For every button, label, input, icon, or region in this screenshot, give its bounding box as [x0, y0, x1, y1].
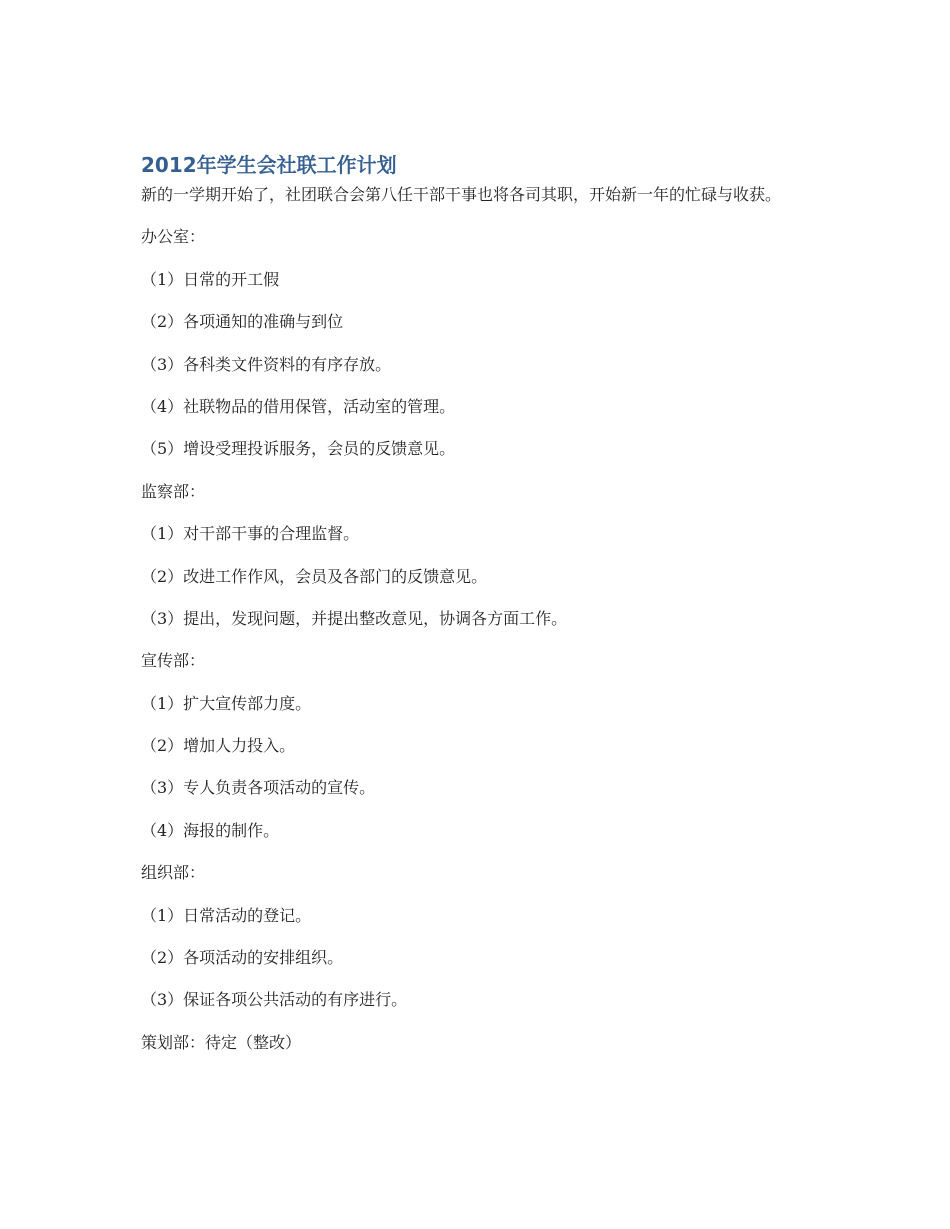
list-item: （5）增设受理投诉服务，会员的反馈意见。: [141, 439, 456, 459]
list-item: （1）日常的开工假: [141, 269, 280, 289]
section-heading-organization: 组织部：: [141, 863, 206, 883]
list-item: （1）日常活动的登记。: [141, 905, 312, 925]
list-item: （3）各科类文件资料的有序存放。: [141, 354, 392, 374]
list-item: （2）增加人力投入。: [141, 736, 296, 756]
list-item: （3）专人负责各项活动的宣传。: [141, 778, 376, 798]
section-heading-supervision: 监察部：: [141, 481, 206, 501]
intro-paragraph: 新的一学期开始了，社团联合会第八任干部干事也将各司其职，开始新一年的忙碌与收获。: [141, 185, 782, 204]
list-item: （4）海报的制作。: [141, 820, 280, 840]
section-heading-office: 办公室：: [141, 227, 206, 247]
section-heading-publicity: 宣传部：: [141, 651, 206, 671]
list-item: （1）对干部干事的合理监督。: [141, 524, 360, 544]
list-item: （2）各项活动的安排组织。: [141, 948, 344, 968]
document-title: 2012年学生会社联工作计划: [141, 153, 397, 177]
list-item: （2）改进工作作风，会员及各部门的反馈意见。: [141, 566, 488, 586]
list-item: （3）提出，发现问题，并提出整改意见，协调各方面工作。: [141, 608, 568, 628]
list-item: （1）扩大宣传部力度。: [141, 693, 312, 713]
document-body: [141, 150, 801, 1056]
list-item: （2）各项通知的准确与到位: [141, 312, 344, 332]
list-item: （4）社联物品的借用保管，活动室的管理。: [141, 396, 456, 416]
section-heading-planning: 策划部：待定（整改）: [141, 1032, 302, 1052]
list-item: （3）保证各项公共活动的有序进行。: [141, 990, 408, 1010]
